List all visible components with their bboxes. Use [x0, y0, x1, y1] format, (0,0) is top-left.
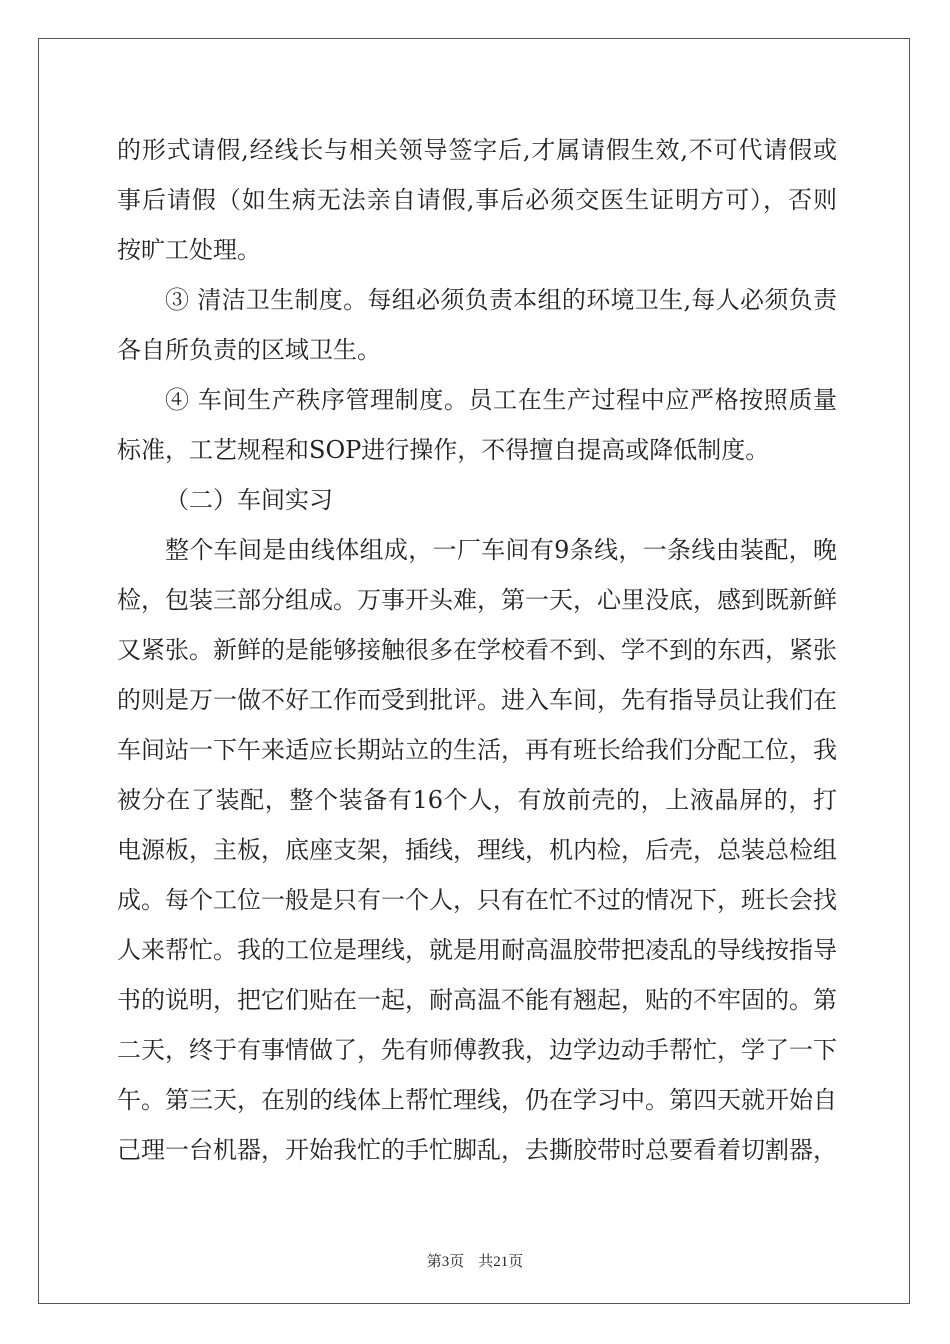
text-line: 按旷工处理。 [117, 236, 261, 264]
text-line: 成。每个工位一般是只有一个人，只有在忙不过的情况下，班长会找 [117, 886, 837, 914]
text-line: 被分在了装配，整个装备有16个人，有放前壳的，上液晶屏的，打 [117, 786, 837, 814]
text-line: 标准，工艺规程和SOP进行操作，不得擅自提高或降低制度。 [117, 436, 770, 464]
text-line: 车间站一下午来适应长期站立的生活，再有班长给我们分配工位，我 [117, 736, 837, 764]
text-line: 事后请假（如生病无法亲自请假,事后必须交医生证明方可），否则 [117, 186, 837, 214]
text-line: 整个车间是由线体组成，一厂车间有9条线，一条线由装配，晚 [165, 536, 837, 564]
total-pages: 共21页 [478, 1254, 524, 1270]
text-line: 的则是万一做不好工作而受到批评。进入车间，先有指导员让我们在 [117, 686, 837, 714]
text-line: 电源板，主板，底座支架，插线，理线，机内检，后壳，总装总检组 [117, 836, 837, 864]
text-line: 午。第三天，在别的线体上帮忙理线，仍在学习中。第四天就开始自 [117, 1086, 837, 1114]
text-line: ④ 车间生产秩序管理制度。员工在生产过程中应严格按照质量 [165, 386, 837, 414]
page-footer [0, 1250, 950, 1271]
text-line: 又紧张。新鲜的是能够接触很多在学校看不到、学不到的东西，紧张 [117, 636, 837, 664]
text-line: 书的说明，把它们贴在一起，耐高温不能有翘起，贴的不牢固的。第 [117, 986, 837, 1014]
text-line: 各自所负责的区域卫生。 [117, 336, 381, 364]
text-line: 二天，终于有事情做了，先有师傅教我，边学边动手帮忙，学了一下 [117, 1036, 837, 1064]
page-number: 第3页 [426, 1254, 465, 1270]
text-line: 的形式请假,经线长与相关领导签字后,才属请假生效,不可代请假或 [117, 136, 837, 164]
text-line: ③ 清洁卫生制度。每组必须负责本组的环境卫生,每人必须负责 [165, 286, 837, 314]
text-line: 人来帮忙。我的工位是理线，就是用耐高温胶带把凌乱的导线按指导 [117, 936, 837, 964]
text-line: 检，包装三部分组成。万事开头难，第一天，心里没底，感到既新鲜 [117, 586, 837, 614]
section-heading: （二）车间实习 [165, 486, 333, 514]
text-line: 己理一台机器，开始我忙的手忙脚乱，去撕胶带时总要看着切割器， [117, 1136, 837, 1164]
